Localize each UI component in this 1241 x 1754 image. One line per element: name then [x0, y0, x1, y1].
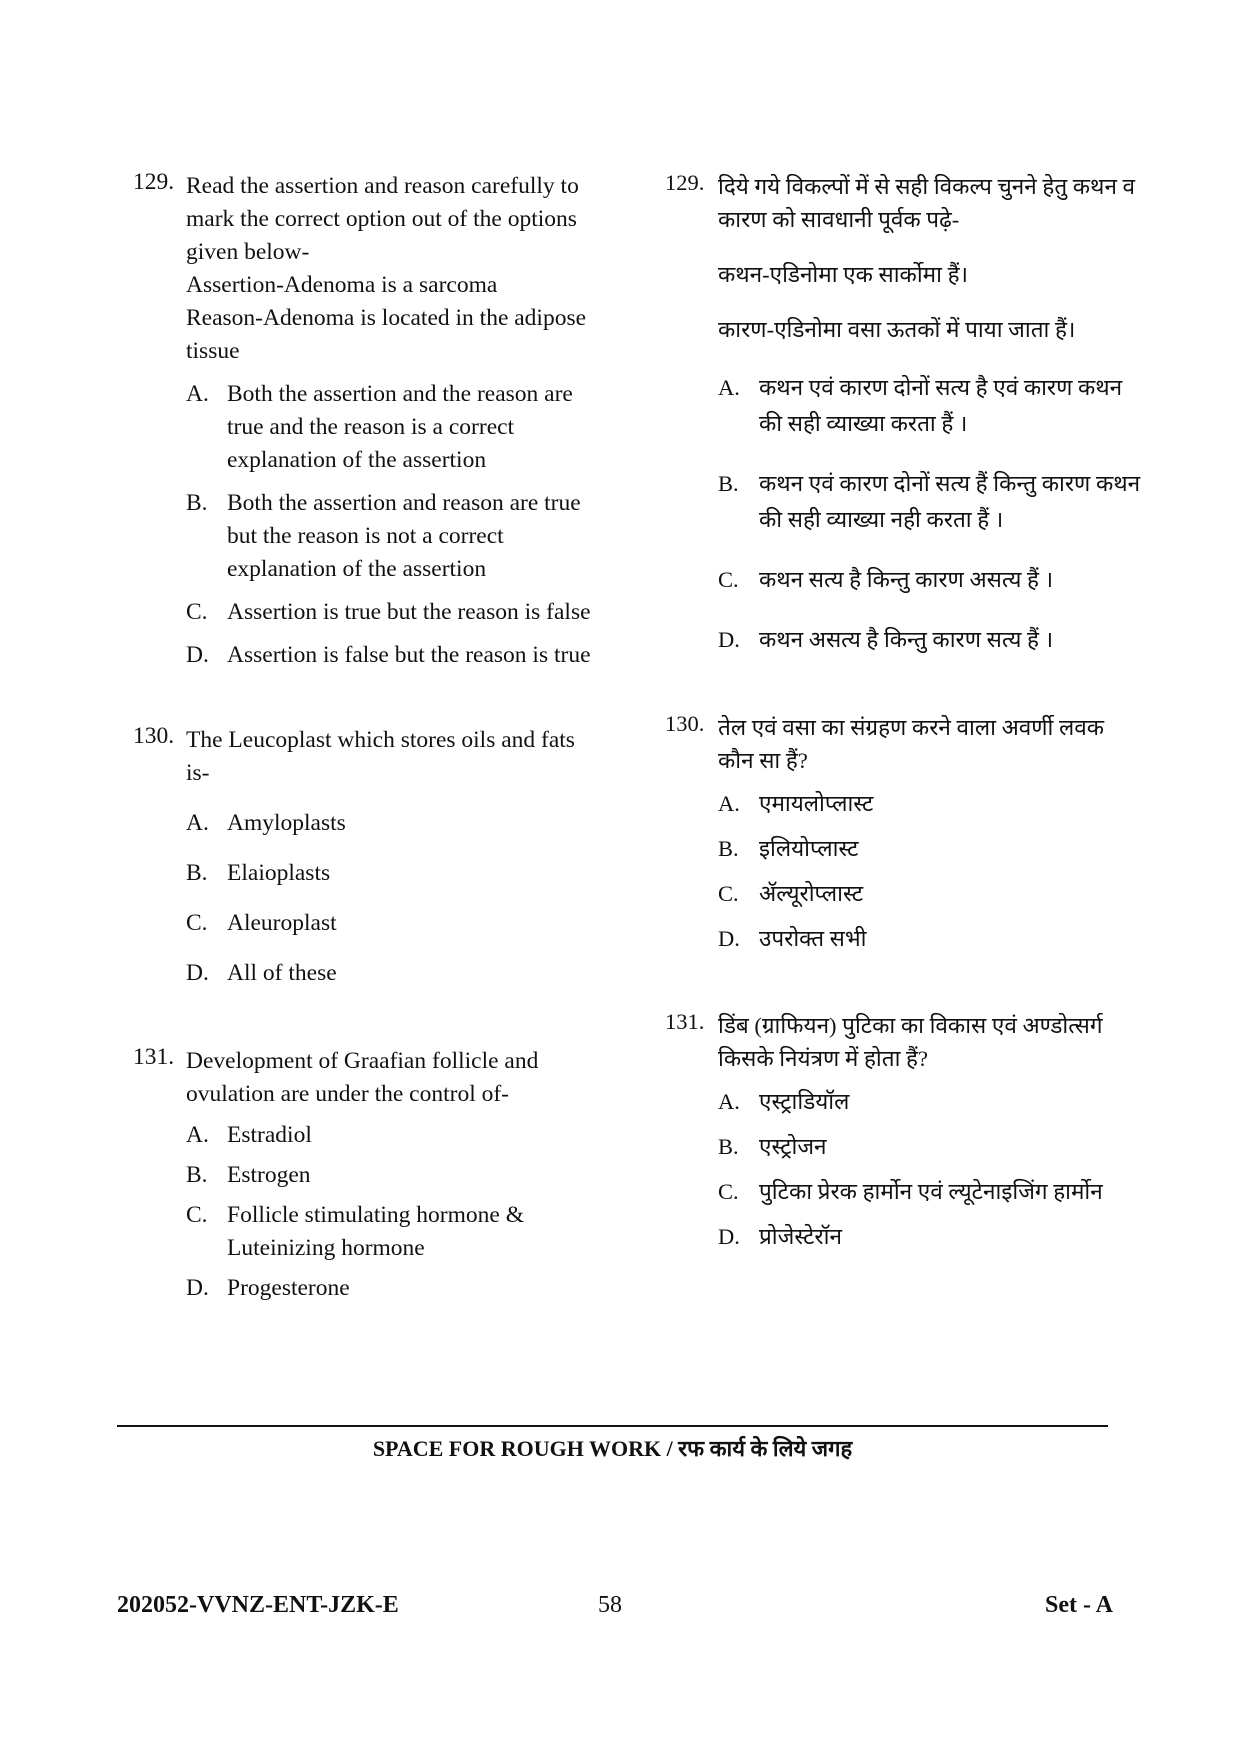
option-c [186, 596, 603, 629]
option-a [718, 1084, 1145, 1120]
option-text: ॲल्यूरोप्लास्ट [759, 881, 864, 906]
options-list [186, 1119, 603, 1305]
option-text: Elaioplasts [227, 860, 331, 886]
question-stem [718, 170, 1145, 346]
option-text: Amyloplasts [227, 810, 346, 836]
paper-code: 202052-VVNZ-ENT-JZK-E [117, 1592, 399, 1618]
option-c [718, 876, 1145, 912]
option-text: कथन असत्य है किन्तु कारण सत्य हैं । [759, 627, 1054, 652]
option-letter: C. [718, 1179, 739, 1204]
option-text: कथन एवं कारण दोनों सत्य है एवं कारण कथन की सही व्याख्या करता हैं । [759, 375, 1123, 436]
question-text: Read the assertion and reason carefully to mark the correct option out of the options given below- [186, 173, 579, 265]
option-text: Follicle stimulating hormone & Luteinizing hormone [227, 1202, 524, 1261]
question-stem [718, 1009, 1145, 1075]
question-number: 131. [665, 1009, 705, 1034]
option-letter: A. [186, 381, 209, 407]
question-stem [186, 724, 603, 790]
option-letter: B. [718, 836, 739, 861]
option-b [718, 466, 1145, 538]
question-text: तेल एवं वसा का संग्रहण करने वाला अवर्णी लवक कौन सा हैं? [718, 715, 1105, 773]
options-list [718, 1084, 1145, 1255]
question-stem [186, 170, 603, 368]
option-letter: A. [186, 810, 209, 836]
option-letter: D. [186, 642, 209, 668]
option-a [718, 786, 1145, 822]
question-number: 130. [133, 723, 175, 749]
option-letter: A. [718, 791, 740, 816]
option-text: Both the assertion and the reason are true and the reason is a correct explanation of the assertion [227, 381, 573, 473]
assertion-text: कथन-एडिनोमा एक सार्कोमा हैं। [718, 262, 969, 287]
option-c [718, 1174, 1145, 1210]
option-text: Both the assertion and reason are true but the reason is not a correct explanation of the assertion [227, 490, 581, 582]
option-letter: D. [186, 960, 209, 986]
question-text: दिये गये विकल्पों में से सही विकल्प चुनने हेतु कथन व कारण को सावधानी पूर्वक पढ़े- [718, 174, 1136, 232]
question-number: 129. [133, 169, 175, 195]
option-letter: B. [718, 471, 739, 496]
option-b [718, 831, 1145, 867]
question-number: 130. [665, 711, 705, 736]
question-130-en [133, 724, 603, 990]
options-list [186, 807, 603, 990]
option-text: एस्ट्राडियॉल [759, 1089, 850, 1114]
option-text: एमायलोप्लास्ट [759, 791, 874, 816]
option-text: Assertion is true but the reason is false [227, 599, 591, 625]
option-letter: C. [718, 881, 739, 906]
question-number: 131. [133, 1044, 175, 1070]
option-text: Aleuroplast [227, 910, 337, 936]
option-text: पुटिका प्रेरक हार्मोन एवं ल्यूटेनाइजिंग हार्मोन [759, 1179, 1103, 1204]
option-letter: C. [718, 567, 739, 592]
option-text: प्रोजेस्टेरॉन [759, 1224, 842, 1249]
option-d [186, 957, 603, 990]
option-a [718, 370, 1145, 442]
option-letter: B. [186, 860, 208, 886]
question-131-hi [665, 1009, 1145, 1255]
option-a [186, 378, 603, 477]
question-129-en [133, 170, 603, 672]
option-letter: D. [186, 1275, 209, 1301]
option-text: कथन एवं कारण दोनों सत्य हैं किन्तु कारण कथन की सही व्याख्या नही करता हैं । [759, 471, 1141, 532]
option-c [186, 1199, 603, 1265]
options-list [718, 786, 1145, 957]
options-list [718, 370, 1145, 658]
set-label: Set - A [1045, 1592, 1113, 1618]
page-number: 58 [598, 1592, 622, 1618]
option-letter: B. [718, 1134, 739, 1159]
option-text: Assertion is false but the reason is true [227, 642, 591, 668]
option-b [186, 1159, 603, 1192]
option-letter: D. [718, 926, 740, 951]
option-text: Estrogen [227, 1162, 311, 1188]
option-letter: B. [186, 1162, 208, 1188]
question-number: 129. [665, 170, 705, 195]
option-c [186, 907, 603, 940]
option-letter: A. [718, 1089, 740, 1114]
option-d [718, 622, 1145, 658]
option-text: Estradiol [227, 1122, 312, 1148]
options-list [186, 378, 603, 672]
english-column [133, 170, 603, 1305]
divider-rule [117, 1425, 1108, 1427]
option-letter: C. [186, 910, 208, 936]
assertion-text: Assertion-Adenoma is a sarcoma [186, 272, 498, 298]
hindi-column [665, 170, 1145, 1255]
question-stem [718, 711, 1145, 777]
option-letter: C. [186, 1202, 208, 1228]
option-b [186, 857, 603, 890]
question-130-hi [665, 711, 1145, 957]
option-a [186, 807, 603, 840]
question-text: The Leucoplast which stores oils and fats is- [186, 727, 575, 786]
option-text: कथन सत्य है किन्तु कारण असत्य हैं । [759, 567, 1054, 592]
option-text: Progesterone [227, 1275, 350, 1301]
option-a [186, 1119, 603, 1152]
option-text: All of these [227, 960, 337, 986]
option-letter: C. [186, 599, 208, 625]
question-text: डिंब (ग्राफियन) पुटिका का विकास एवं अण्डोत्सर्ग किसके नियंत्रण में होता हैं? [718, 1013, 1103, 1071]
reason-text: कारण-एडिनोमा वसा ऊतकों में पाया जाता हैं। [718, 317, 1076, 342]
option-text: उपरोक्त सभी [759, 926, 867, 951]
option-d [718, 1219, 1145, 1255]
question-129-hi [665, 170, 1145, 658]
question-text: Development of Graafian follicle and ovulation are under the control of- [186, 1048, 539, 1107]
option-d [718, 921, 1145, 957]
question-stem [186, 1045, 603, 1111]
option-text: इलियोप्लास्ट [759, 836, 859, 861]
rough-work-label: SPACE FOR ROUGH WORK / रफ कार्य के लिये जगह [372, 1436, 853, 1461]
option-d [186, 1272, 603, 1305]
option-letter: A. [186, 1122, 209, 1148]
option-text: एस्ट्रोजन [759, 1134, 827, 1159]
option-letter: D. [718, 627, 740, 652]
option-d [186, 639, 603, 672]
option-letter: B. [186, 490, 208, 516]
option-b [718, 1129, 1145, 1165]
reason-text: Reason-Adenoma is located in the adipose tissue [186, 305, 587, 364]
option-c [718, 562, 1145, 598]
option-letter: D. [718, 1224, 740, 1249]
option-letter: A. [718, 375, 740, 400]
question-131-en [133, 1045, 603, 1305]
option-b [186, 487, 603, 586]
